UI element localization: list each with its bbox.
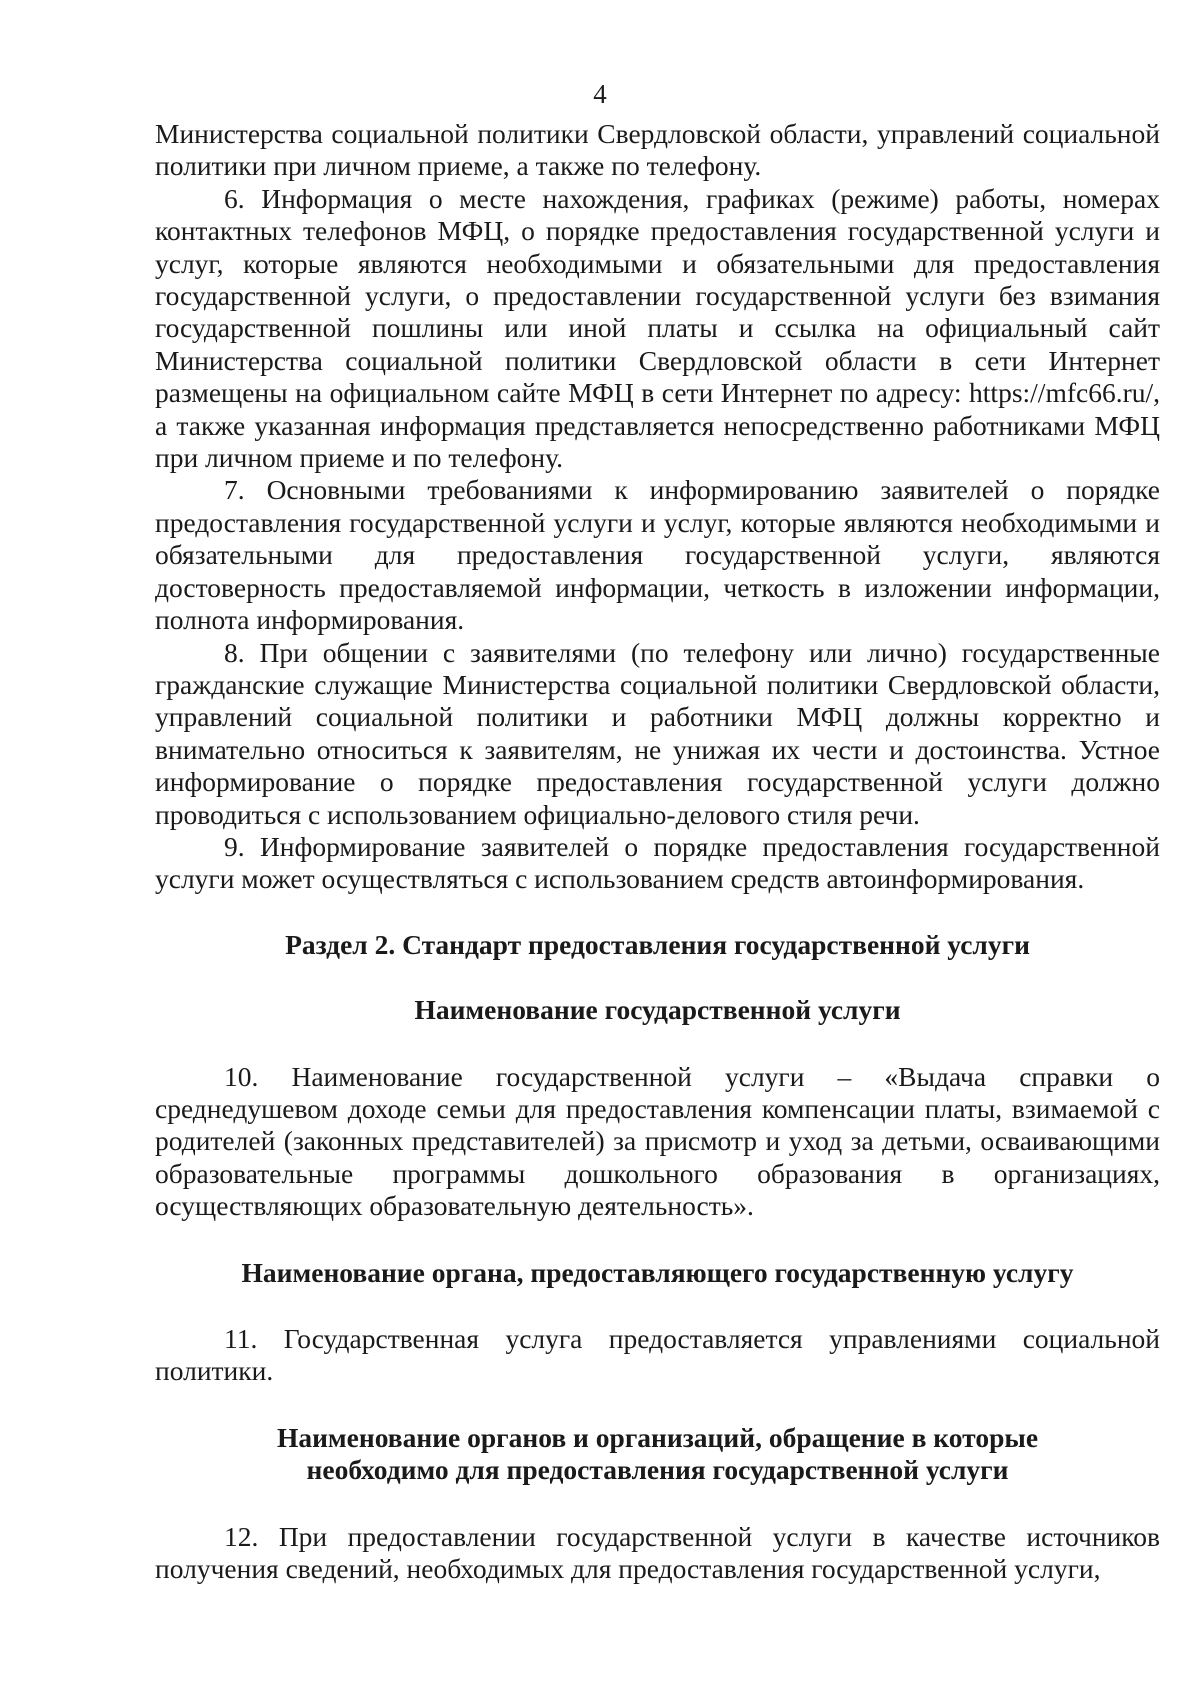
organizations-heading-line-1: Наименование органов и организаций, обращение в которые: [276, 1421, 1039, 1453]
document-body: [155, 118, 1160, 1585]
section-2-heading: Раздел 2. Стандарт предоставления государственной услуги: [285, 928, 1030, 960]
provider-body-heading: Наименование органа, предоставляющего государственную услугу: [241, 1256, 1074, 1288]
paragraph-8: 8. При общении с заявителями (по телефону или лично) государственные гражданские служащие Министерства социальной политики Свердловской области, управлений социальной политики и работники МФЦ должны корректно и внимательно относиться к заявителям, не унижая их чести и достоинства. Устное информирование о порядке предоставления государственной услуги должно проводиться с использованием официально-делового стиля речи.: [155, 636, 1160, 830]
page-number: 4: [593, 79, 607, 109]
paragraph-6: 6. Информация о месте нахождения, графиках (режиме) работы, номерах контактных телефонов МФЦ, о порядке предоставления государственной услуги и услуг, которые являются необходимыми и обязательными для предоставления государственной услуги, о предоставлении государственной услуги без взимания государственной пошлины или иной платы и ссылка на официальный сайт Министерства социальной политики Свердловской области в сети Интернет размещены на официальном сайте МФЦ в сети Интернет по адресу: https://mfc66.ru/, а также указанная информация представляется непосредственно работниками МФЦ при личном приеме и по телефону.: [155, 182, 1160, 474]
organizations-heading: [155, 1422, 1160, 1487]
paragraph-9: 9. Информирование заявителей о порядке предоставления государственной услуги может осуществляться с использованием средств автоинформирования.: [155, 830, 1160, 895]
paragraph-11: 11. Государственная услуга предоставляется управлениями социальной политики.: [155, 1323, 1160, 1387]
paragraph-5-continuation: Министерства социальной политики Свердловской области, управлений социальной политики при личном приеме, а также по телефону.: [155, 118, 1160, 182]
paragraph-12: 12. При предоставлении государственной услуги в качестве источников получения сведений, необходимых для предоставления государственной услуги,: [155, 1520, 1160, 1585]
paragraph-10: 10. Наименование государственной услуги – «Выдача справки о среднедушевом доходе семьи для предоставления компенсации платы, взимаемой с родителей (законных представителей) за присмотр и уход за детьми, осваивающими образовательные программы дошкольного образования в организациях, осуществляющих образовательную деятельность».: [155, 1060, 1160, 1222]
service-name-heading: Наименование государственной услуги: [414, 994, 901, 1026]
paragraph-7: 7. Основными требованиями к информированию заявителей о порядке предоставления государственной услуги и услуг, которые являются необходимыми и обязательными для предоставления государственной услуги, являются достоверность предоставляемой информации, четкость в изложении информации, полнота информирования.: [155, 474, 1160, 636]
organizations-heading-line-2: необходимо для предоставления государственной услуги: [306, 1454, 1009, 1486]
